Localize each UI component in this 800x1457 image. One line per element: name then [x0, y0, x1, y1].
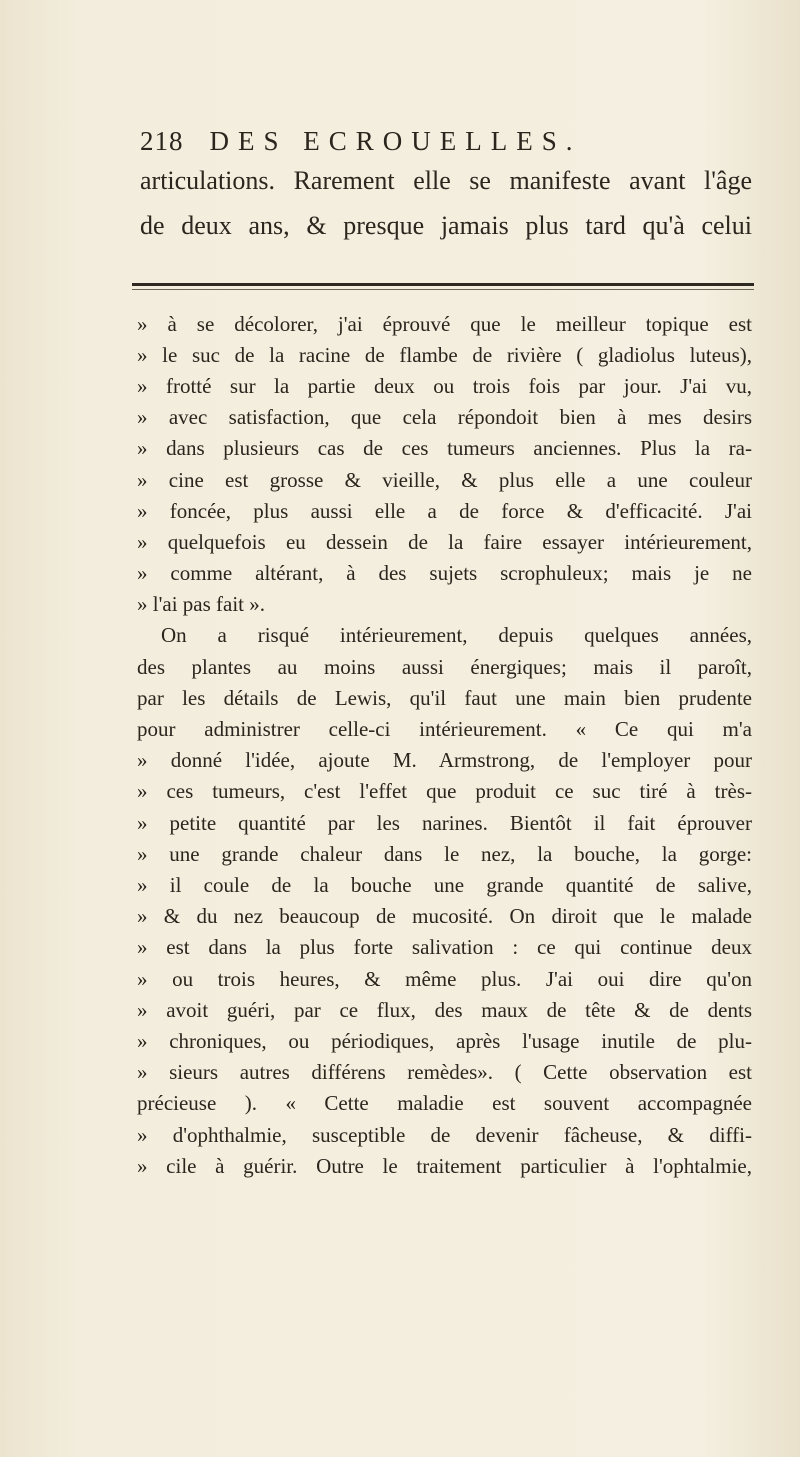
text-line: de deux ans, & presque jamais plus tard qu'à celui — [140, 211, 752, 240]
text-line: » foncée, plus aussi elle a de force & d'efficacité. J'ai — [137, 499, 752, 523]
text-line: » donné l'idée, ajoute M. Armstrong, de l'employer pour — [137, 748, 752, 772]
running-title: DES ECROUELLES. — [209, 126, 582, 156]
text-line: » une grande chaleur dans le nez, la bouche, la gorge: — [137, 842, 752, 866]
text-line: » avoit guéri, par ce flux, des maux de tête & de dents — [137, 998, 752, 1022]
text-line: » quelquefois eu dessein de la faire essayer intérieurement, — [137, 530, 752, 554]
footnote-rule — [132, 283, 754, 286]
page-number: 218 — [140, 126, 184, 156]
text-line: » cile à guérir. Outre le traitement particulier à l'ophtalmie, — [137, 1154, 752, 1178]
text-line: » sieurs autres différens remèdes». ( Cette observation est — [137, 1060, 752, 1084]
text-line: » l'ai pas fait ». — [137, 592, 265, 616]
text-line: » comme altérant, à des sujets scrophuleux; mais je ne — [137, 561, 752, 585]
text-line: » d'ophthalmie, susceptible de devenir fâcheuse, & diffi- — [137, 1123, 752, 1147]
running-header — [140, 126, 760, 162]
text-line: » ces tumeurs, c'est l'effet que produit ce suc tiré à très- — [137, 779, 752, 803]
text-line: » petite quantité par les narines. Bientôt il fait éprouver — [137, 811, 752, 835]
text-line: » à se décolorer, j'ai éprouvé que le meilleur topique est — [137, 312, 752, 336]
text-line: par les détails de Lewis, qu'il faut une main bien prudente — [137, 686, 752, 710]
text-line: » il coule de la bouche une grande quantité de salive, — [137, 873, 752, 897]
text-line: articulations. Rarement elle se manifeste avant l'âge — [140, 166, 752, 195]
text-line: » est dans la plus forte salivation : ce qui continue deux — [137, 935, 752, 959]
text-line: » dans plusieurs cas de ces tumeurs anciennes. Plus la ra- — [137, 436, 752, 460]
text-line: » frotté sur la partie deux ou trois fois par jour. J'ai vu, — [137, 374, 752, 398]
text-line: » ou trois heures, & même plus. J'ai oui dire qu'on — [137, 967, 752, 991]
text-line: précieuse ). « Cette maladie est souvent accompagnée — [137, 1091, 752, 1115]
footnote-rule-thin — [132, 289, 754, 290]
text-line: On a risqué intérieurement, depuis quelques années, — [161, 623, 752, 647]
text-line: » & du nez beaucoup de mucosité. On diroit que le malade — [137, 904, 752, 928]
text-line: pour administrer celle-ci intérieurement. « Ce qui m'a — [137, 717, 752, 741]
text-line: des plantes au moins aussi énergiques; mais il paroît, — [137, 655, 752, 679]
text-line: » avec satisfaction, que cela répondoit bien à mes desirs — [137, 405, 752, 429]
text-line: » le suc de la racine de flambe de rivière ( gladiolus luteus), — [137, 343, 752, 367]
text-line: » cine est grosse & vieille, & plus elle a une couleur — [137, 468, 752, 492]
text-line: » chroniques, ou périodiques, après l'usage inutile de plu- — [137, 1029, 752, 1053]
